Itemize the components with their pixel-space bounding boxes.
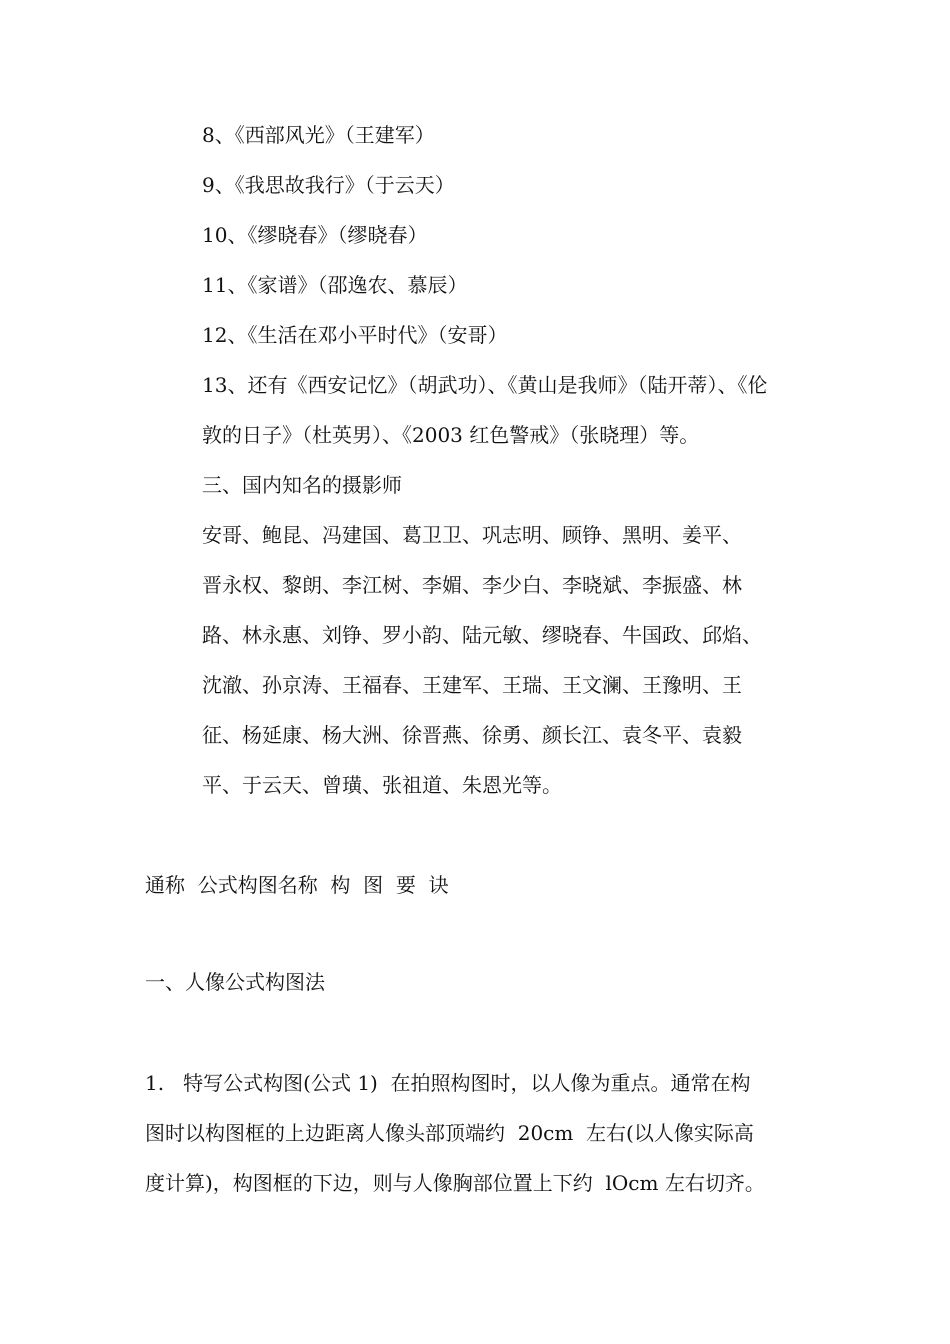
list-item-10: 10、《缪晓春》（缪晓春）	[202, 223, 428, 247]
photographers-line: 安哥、鲍昆、冯建国、葛卫卫、巩志明、顾铮、黑明、姜平、	[202, 523, 742, 547]
paragraph-line: 1. 特写公式构图(公式 1) 在拍照构图时，以人像为重点。通常在构	[145, 1071, 751, 1095]
section-heading-photographers: 三、国内知名的摄影师	[202, 473, 402, 497]
photographers-line: 路、林永惠、刘铮、罗小韵、陆元敏、缪晓春、牛国政、邱焰、	[202, 623, 762, 647]
photographers-line: 征、杨延康、杨大洲、徐晋燕、徐勇、颜长江、袁冬平、袁毅	[202, 723, 742, 747]
list-item-13-cont: 敦的日子》（杜英男）、《2003 红色警戒》（张晓理）等。	[202, 423, 700, 447]
photographers-line: 晋永权、黎朗、李江树、李媚、李少白、李晓斌、李振盛、林	[202, 573, 742, 597]
list-item-8: 8、《西部风光》（王建军）	[202, 123, 435, 147]
portrait-section-heading: 一、人像公式构图法	[145, 970, 325, 994]
paragraph-line: 图时以构图框的上边距离人像头部顶端约 20cm 左右(以人像实际高	[145, 1121, 754, 1145]
list-item-12: 12、《生活在邓小平时代》（安哥）	[202, 323, 508, 347]
paragraph-line: 度计算)，构图框的下边，则与人像胸部位置上下约 lOcm 左右切齐。	[145, 1171, 765, 1195]
list-item-9: 9、《我思故我行》（于云天）	[202, 173, 455, 197]
list-item-11: 11、《家谱》（邵逸农、慕辰）	[202, 273, 468, 297]
composition-header-line: 通称 公式构图名称 构 图 要 诀	[145, 873, 449, 897]
photographers-line: 平、于云天、曾璜、张祖道、朱恩光等。	[202, 773, 562, 797]
photographers-line: 沈澈、孙京涛、王福春、王建军、王瑞、王文澜、王豫明、王	[202, 673, 742, 697]
list-item-13: 13、还有《西安记忆》（胡武功）、《黄山是我师》（陆开蒂）、《伦	[202, 373, 768, 397]
